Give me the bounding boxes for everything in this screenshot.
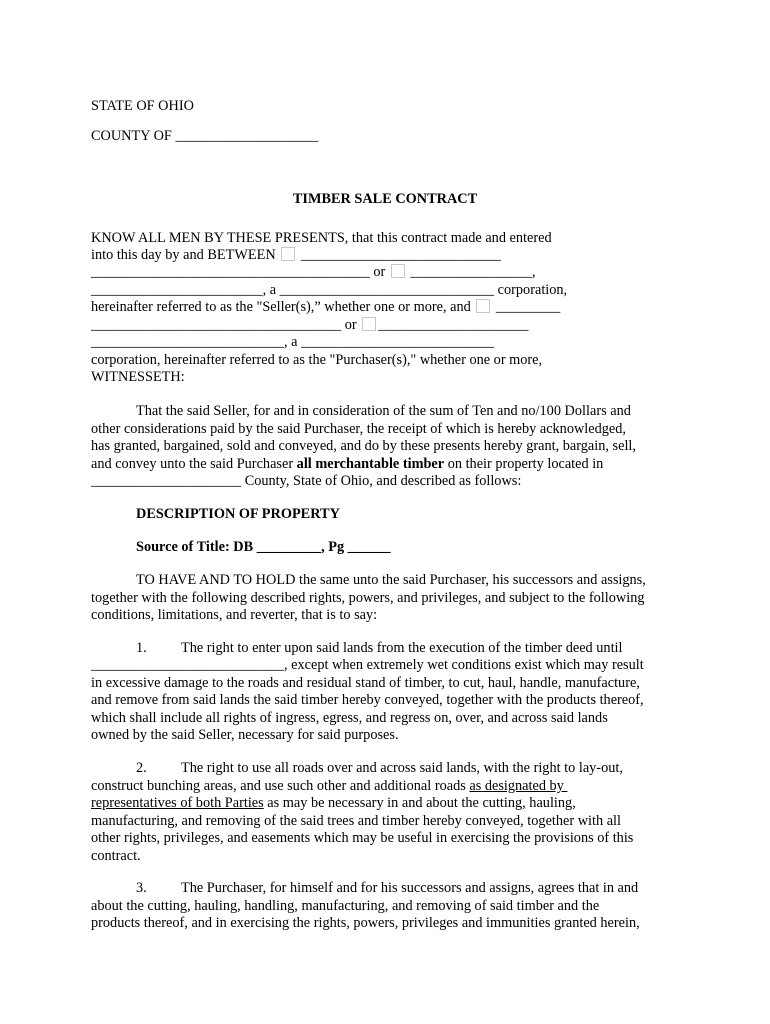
purchaser-checkbox-1[interactable]: [476, 299, 490, 313]
clause-1-line-4: and remove from said lands the said timber hereby conveyed, together with the products thereof,: [91, 692, 644, 708]
clause-text: as may be necessary in and about the cutting, hauling,: [263, 795, 576, 811]
clause-1-line-3: in excessive damage to the roads and residual stand of timber, to cut, haul, handle, manufacture,: [91, 675, 640, 691]
grant-text: and convey unto the said Purchaser: [91, 456, 297, 472]
parties-text: ___________________________________ or: [91, 317, 357, 333]
parties-line-6: [91, 317, 528, 334]
seller-checkbox-1[interactable]: [281, 247, 295, 261]
clause-1-number: 1.: [136, 640, 147, 656]
clause-2-number: 2.: [136, 760, 147, 776]
state-line: STATE OF OHIO: [91, 98, 194, 114]
parties-text: into this day by and BETWEEN: [91, 247, 276, 263]
clause-2-line-2: [91, 778, 567, 795]
clause-2-line-1: The right to use all roads over and across said lands, with the right to lay-out,: [181, 760, 623, 776]
clause-2-line-5: other rights, privileges, and easements which may be useful in exercising the provisions of this: [91, 830, 634, 846]
grant-line-5: _____________________ County, State of Ohio, and described as follows:: [91, 473, 522, 489]
purchaser-blank: _____________________: [378, 317, 529, 333]
clause-1-line-5: which shall include all rights of ingress, egress, and regress on, over, and across said lands: [91, 710, 608, 726]
parties-text: hereinafter referred to as the "Seller(s),” whether one or more, and: [91, 299, 471, 315]
parties-line-5: [91, 299, 560, 316]
witnesseth: WITNESSETH:: [91, 369, 185, 385]
parties-line-7: ___________________________, a ___________________________: [91, 334, 495, 350]
grant-line-4: [91, 456, 603, 473]
merchantable-timber-text: all merchantable timber: [296, 456, 445, 472]
clause-3-number: 3.: [136, 880, 147, 896]
clause-1-line-6: owned by the said Seller, necessary for said purposes.: [91, 727, 399, 743]
county-line: COUNTY OF ____________________: [91, 128, 319, 144]
parties-line-4: ________________________, a ______________________________ corporation,: [91, 282, 568, 298]
purchaser-blank: _________: [495, 299, 561, 315]
clause-2-line-6: contract.: [91, 848, 141, 864]
grant-line-3: has granted, bargained, sold and conveyed, and do by these presents hereby grant, bargain, sell,: [91, 438, 636, 454]
clause-2-line-3: [91, 795, 576, 812]
habendum-line-3: conditions, limitations, and reverter, that is to say:: [91, 607, 378, 623]
source-of-title: Source of Title: DB _________, Pg ______: [136, 539, 391, 555]
designated-text: as designated by: [469, 778, 568, 794]
parties-line-2: [91, 247, 501, 264]
clause-3-line-2: about the cutting, hauling, handling, manufacturing, and removing of said timber and the: [91, 898, 600, 914]
clause-text: construct bunching areas, and use such other and additional roads: [91, 778, 470, 794]
parties-line-1: KNOW ALL MEN BY THESE PRESENTS, that this contract made and entered: [91, 230, 552, 246]
seller-blank: ____________________________: [300, 247, 501, 263]
seller-blank: _________________,: [410, 264, 536, 280]
grant-line-2: other considerations paid by the said Purchaser, the receipt of which is hereby acknowledged,: [91, 421, 626, 437]
parties-text: _______________________________________ or: [91, 264, 386, 280]
habendum-line-1: TO HAVE AND TO HOLD the same unto the said Purchaser, his successors and assigns,: [136, 572, 646, 588]
both-parties-text: representatives of both Parties: [91, 795, 264, 811]
seller-checkbox-2[interactable]: [391, 264, 405, 278]
parties-line-3: [91, 264, 536, 281]
grant-text: on their property located in: [444, 456, 604, 472]
clause-1-line-1: The right to enter upon said lands from the execution of the timber deed until: [181, 640, 623, 656]
clause-1-line-2: ___________________________, except when extremely wet conditions exist which may result: [91, 657, 644, 673]
clause-3-line-3: products thereof, and in exercising the rights, powers, privileges and immunities granted herein,: [91, 915, 640, 931]
grant-line-1: That the said Seller, for and in consideration of the sum of Ten and no/100 Dollars and: [136, 403, 631, 419]
habendum-line-2: together with the following described rights, powers, and privileges, and subject to the following: [91, 590, 645, 606]
description-heading: DESCRIPTION OF PROPERTY: [136, 506, 340, 522]
clause-3-line-1: The Purchaser, for himself and for his successors and assigns, agrees that in and: [181, 880, 639, 896]
parties-line-8: corporation, hereinafter referred to as the "Purchaser(s)," whether one or more,: [91, 352, 543, 368]
document-title: TIMBER SALE CONTRACT: [292, 191, 478, 207]
clause-2-line-4: manufacturing, and removing of the said trees and timber hereby conveyed, together with all: [91, 813, 621, 829]
purchaser-checkbox-2[interactable]: [362, 317, 376, 331]
